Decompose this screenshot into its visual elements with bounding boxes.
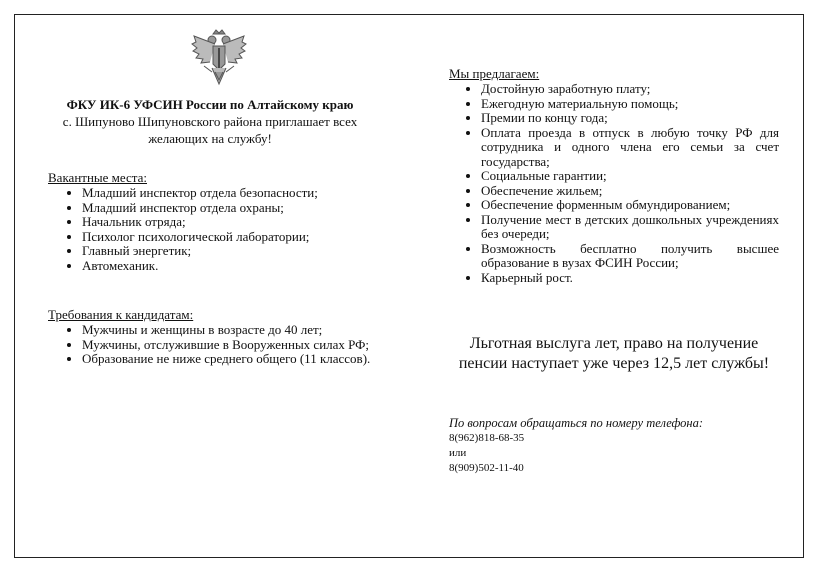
list-item: • Оплата проезда в отпуск в любую точку РФ для сотрудника и одного члена его семьи за счет государства; [481,126,779,170]
or-separator: или [449,447,467,459]
list-item: • Младший инспектор отдела охраны; [82,201,378,216]
list-item: • Получение мест в детских дошкольных учреждениях без очереди; [481,213,779,242]
list-item: • Автомеханик. [82,259,378,274]
benefit-line-1: Льготная выслуга лет, право на получение [469,335,759,352]
contact-block [449,415,779,476]
list-item: • Главный энергетик; [82,244,378,259]
vacancies-list [48,186,378,273]
list-item: • Обеспечение жильем; [481,184,779,199]
list-item: • Младший инспектор отдела безопасности; [82,186,378,201]
vacancies-heading: Вакантные места: [48,170,147,185]
list-item: • Достойную заработную плату; [481,82,779,97]
list-item: • Мужчины и женщины в возрасте до 40 лет; [82,323,378,338]
list-item: • Ежегодную материальную помощь; [481,97,779,112]
invite-line-1: с. Шипуново Шипуновского района приглашает всех [62,114,358,129]
list-item: • Премии по концу года; [481,111,779,126]
invite-line-2: желающих на службу! [148,131,272,146]
pension-benefit-statement [449,334,779,374]
vacancies-section [48,170,378,273]
list-item: • Начальник отряда; [82,215,378,230]
benefit-line-2: пенсии наступает уже через 12,5 лет службы! [458,355,770,372]
org-name: ФКУ ИК-6 УФСИН России по Алтайскому краю [66,97,354,112]
org-header [40,96,380,147]
phone-number-2: 8(909)502-11-40 [449,462,524,474]
list-item: • Мужчины, отслужившие в Вооруженных силах РФ; [82,338,378,353]
requirements-list [48,323,378,367]
list-item: • Возможность бесплатно получить высшее образование в вузах ФСИН России; [481,242,779,271]
eagle-emblem-icon [190,28,248,90]
list-item: • Социальные гарантии; [481,169,779,184]
contact-prompt: По вопросам обращаться по номеру телефона: [449,416,704,430]
list-item: • Психолог психологической лаборатории; [82,230,378,245]
offer-list [449,82,779,285]
list-item: • Образование не ниже среднего общего (11 классов). [82,352,378,367]
phone-number-1: 8(962)818-68-35 [449,432,525,444]
list-item: • Карьерный рост. [481,271,779,286]
offer-section [449,66,779,285]
requirements-heading: Требования к кандидатам: [48,307,194,322]
offer-heading: Мы предлагаем: [449,66,540,81]
list-item: • Обеспечение форменным обмундированием; [481,198,779,213]
requirements-section [48,307,378,367]
